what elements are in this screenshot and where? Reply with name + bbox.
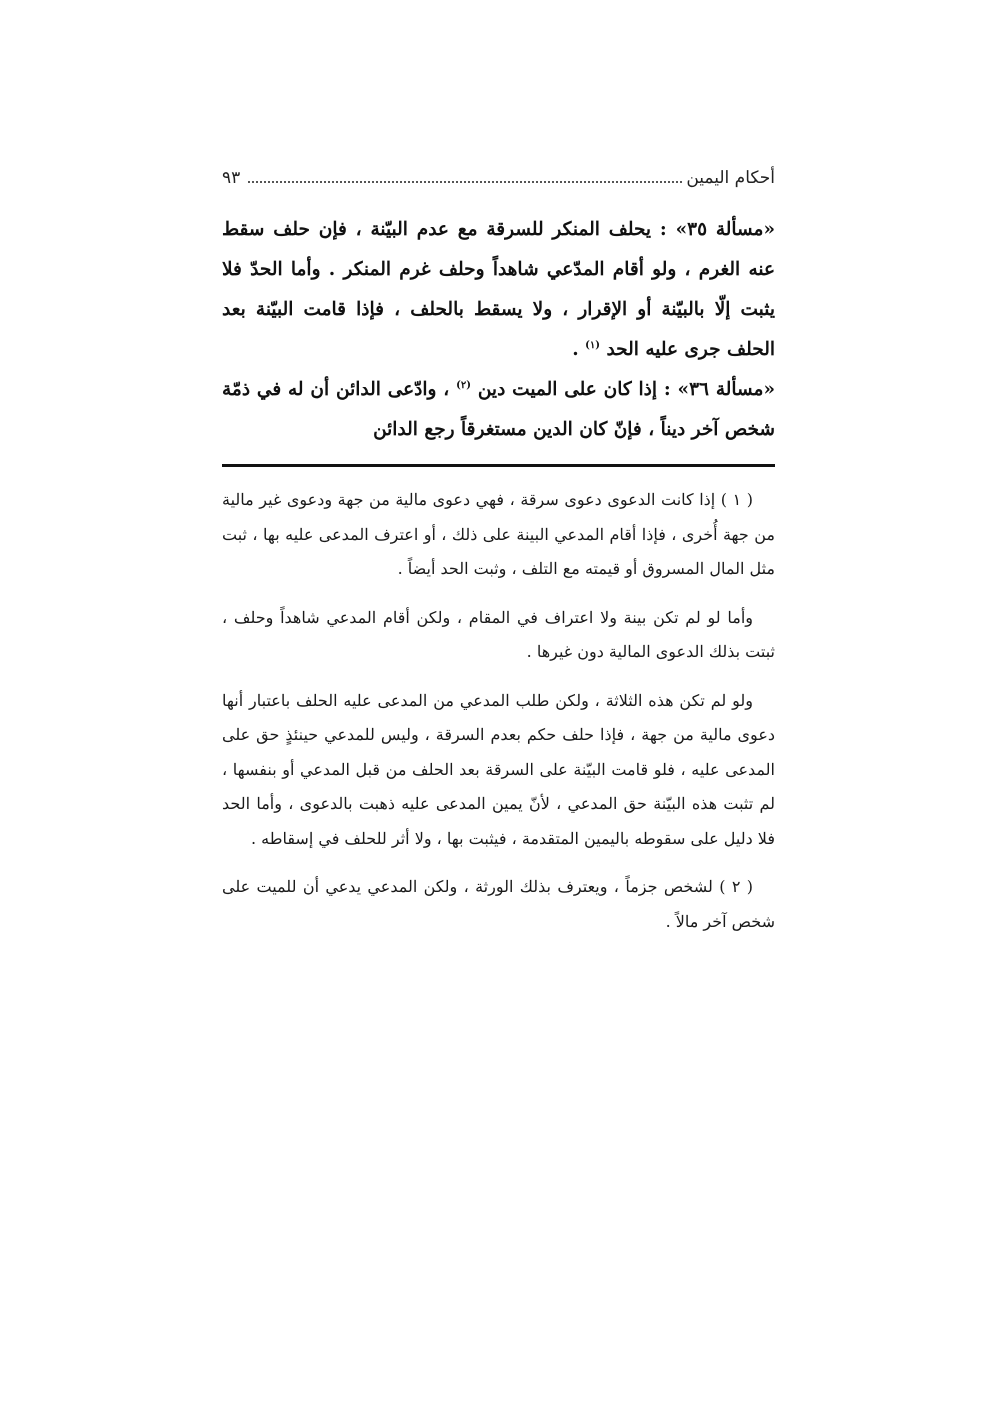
- footnote-1-continued-a: وأما لو لم تكن بينة ولا اعتراف في المقام ، ولكن أقام المدعي شاهداً وحلف ، ثبتت بذلك الدعوى المالية دون غيرها .: [222, 607, 775, 661]
- issue-36-paragraph: [222, 370, 775, 450]
- footnote-ref-1[interactable]: (١): [585, 339, 600, 351]
- dot-leader: [248, 181, 682, 183]
- footnotes: [222, 483, 775, 939]
- main-text: [222, 210, 775, 450]
- issue-36-text-rest: ، وادّعى الدائن أن له في ذمّة شخص آخر ديناً ، فإنّ كان الدين مستغرقاً رجع الدائن: [222, 379, 775, 440]
- issue-36-text-start: «مسألة ٣٦» : إذا كان على الميت دين: [477, 379, 776, 400]
- header-title: أحكام اليمين: [686, 168, 775, 188]
- book-page: [222, 168, 775, 953]
- footnote-ref-2[interactable]: (٢): [456, 379, 471, 391]
- end-mark: .: [572, 339, 579, 360]
- page-number: ٩٣: [222, 168, 241, 188]
- issue-35-text: «مسألة ٣٥» : يحلف المنكر للسرقة مع عدم البيّنة ، فإن حلف سقط عنه الغرم ، ولو أقام المدّعي شاهداً وحلف غرم المنكر . وأما الحدّ فلا يثبت إلّا بالبيّنة أو الإقرار ، ولا يسقط بالحلف ، فإذا قامت البيّنة بعد الحلف جرى عليه الحد: [222, 219, 776, 360]
- footnote-1: ( ١ ) إذا كانت الدعوى دعوى سرقة ، فهي دعوى مالية من جهة ودعوى غير مالية من جهة أُخرى ، فإذا أقام المدعي البينة على ذلك ، أو اعترف المدعى عليه بها ، ثبت مثل المال المسروق أو قيمته مع التلف ، وثبت الحد أيضاً .: [222, 490, 775, 578]
- footnote-2: ( ٢ ) لشخص جزماً ، ويعترف بذلك الورثة ، ولكن المدعي يدعي أن للميت على شخص آخر مالاً .: [222, 877, 775, 931]
- footnote-separator: [222, 464, 775, 467]
- footnote-1-continued-b: ولو لم تكن هذه الثلاثة ، ولكن طلب المدعي من المدعى عليه الحلف باعتبار أنها دعوى مالية من جهة ، فإذا حلف حكم بعدم السرقة ، وليس للمدعي حينئذٍ حق على المدعى عليه ، فلو قامت البيّنة على السرقة بعد الحلف من قبل المدعي أو بنفسها ، لم تثبت هذه البيّنة حق المدعي ، لأنّ يمين المدعى عليه ذهبت بالدعوى ، وأما الحد فلا دليل على سقوطه باليمين المتقدمة ، فيثبت بها ، ولا أثر للحلف في إسقاطه .: [222, 690, 775, 848]
- issue-35-paragraph: [222, 210, 775, 370]
- running-header: [222, 168, 775, 192]
